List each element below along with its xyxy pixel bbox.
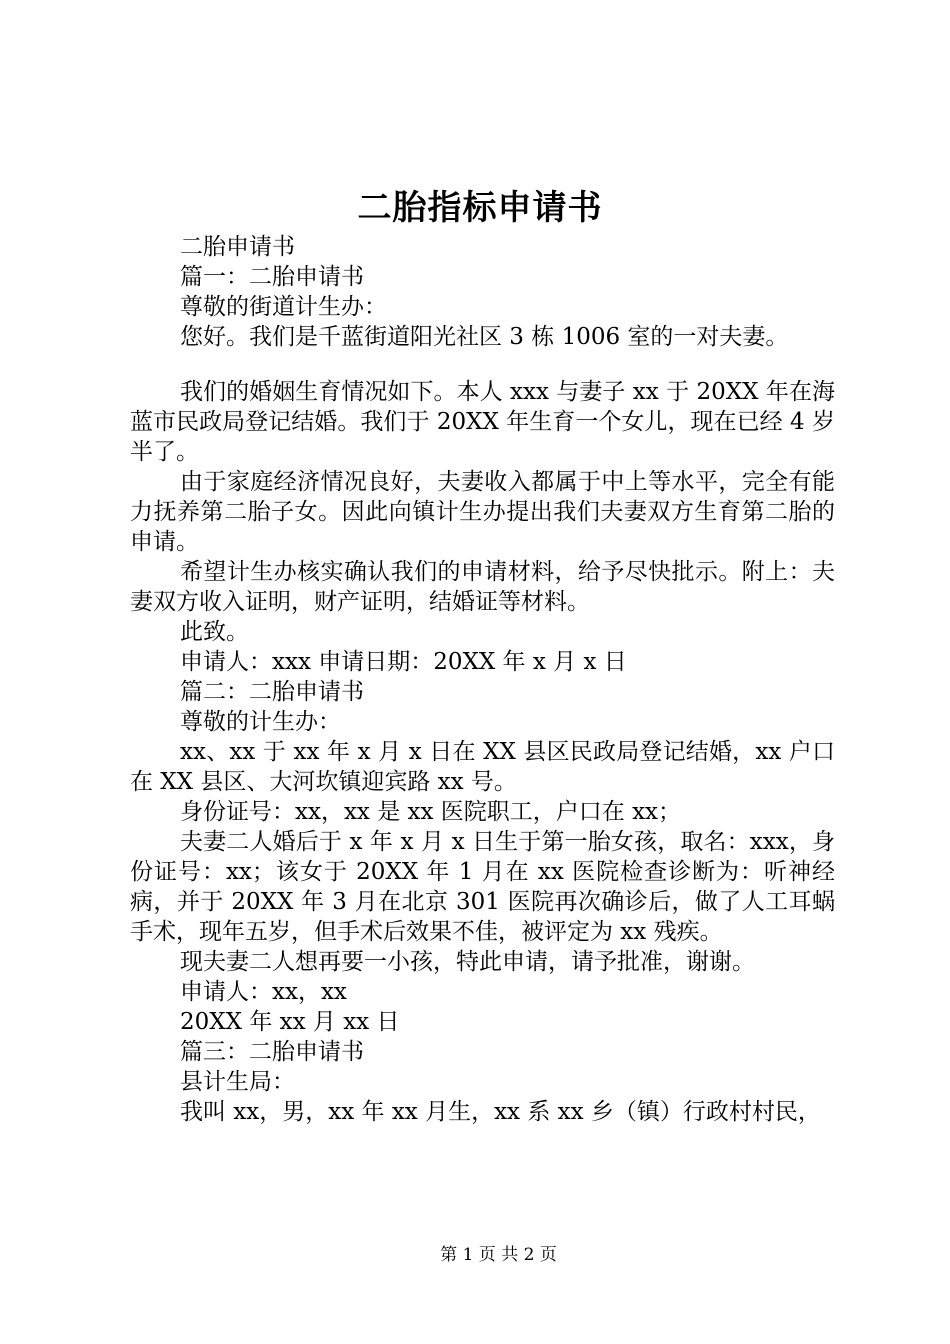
paragraph-application: 现夫妻二人想再要一小孩，特此申请，请予批准，谢谢。 [180, 949, 755, 975]
paragraph-request: 希望计生办核实确认我们的申请材料，给予尽快批示。附上：夫妻双方收入证明，财产证明，结婚证等材料。 [130, 559, 835, 615]
paragraph-gap [130, 352, 835, 377]
section-heading-3: 篇三：二胎申请书 [180, 1039, 364, 1065]
paragraph-greeting: 您好。我们是千蓝街道阳光社区 3 栋 1006 室的一对夫妻。 [180, 324, 789, 350]
salutation-2: 尊敬的计生办： [180, 709, 341, 735]
paragraph-id-info: 身份证号：xx，xx 是 xx 医院职工，户口在 xx； [180, 799, 682, 825]
page-indicator: 第 1 页 共 2 页 [440, 1245, 557, 1265]
signature-2: 申请人：xx，xx [180, 979, 347, 1005]
date-2: 20XX 年 xx 月 xx 日 [180, 1009, 400, 1035]
salutation-3: 县计生局： [180, 1069, 295, 1095]
section-heading-1: 篇一：二胎申请书 [180, 264, 364, 290]
paragraph-first-child: 夫妻二人婚后于 x 年 x 月 x 日生于第一胎女孩，取名：xxx，身份证号：xx；该女于 20XX 年 1 月在 xx 医院检查诊断为：听神经病，并于 20XX 年 3 月在北京 301 医院再次确诊后，做了人工耳蜗手术，现年五岁，但手术后效果不佳，被评定为 xx 残疾。 [130, 829, 835, 945]
paragraph-reason: 由于家庭经济情况良好，夫妻收入都属于中上等水平，完全有能力抚养第二胎子女。因此向镇计生办提出我们夫妻双方生育第二胎的申请。 [130, 469, 835, 555]
signature-1: 申请人：xxx 申请日期：20XX 年 x 月 x 日 [180, 649, 627, 675]
salutation-1: 尊敬的街道计生办： [180, 294, 387, 320]
document-title: 二胎指标申请书 [357, 188, 603, 228]
paragraph-intro-3: 我叫 xx，男，xx 年 xx 月生，xx 系 xx 乡（镇）行政村村民， [180, 1099, 821, 1125]
paragraph-heading: 二胎申请书 [180, 234, 295, 260]
document-body [130, 232, 835, 1127]
paragraph-marriage-info: 我们的婚姻生育情况如下。本人 xxx 与妻子 xx 于 20XX 年在海蓝市民政局登记结婚。我们于 20XX 年生育一个女儿，现在已经 4 岁半了。 [130, 379, 835, 465]
section-heading-2: 篇二：二胎申请书 [180, 679, 364, 705]
paragraph-registration: xx、xx 于 xx 年 x 月 x 日在 XX 县区民政局登记结婚，xx 户口在 XX 县区、大河坎镇迎宾路 xx 号。 [130, 739, 835, 795]
closing-1: 此致。 [180, 619, 249, 645]
